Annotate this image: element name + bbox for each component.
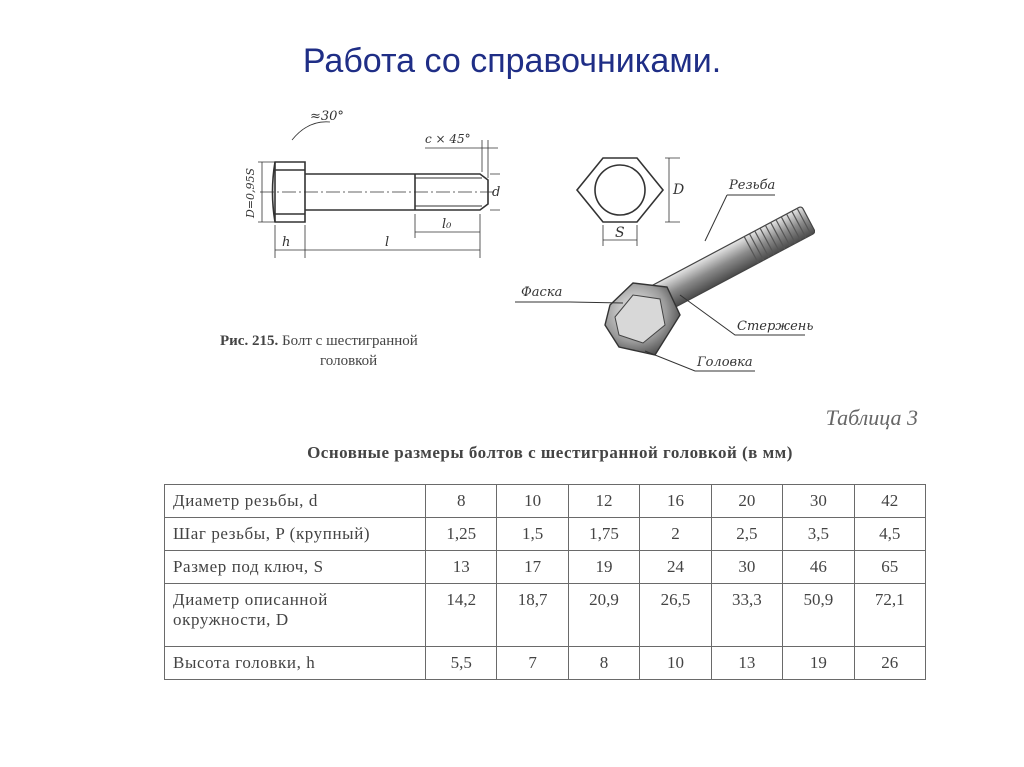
bolt-front-view-drawing: [230, 100, 500, 270]
table-row: [165, 551, 926, 584]
dim-angle-label: ≈30°: [310, 109, 344, 124]
table-cell: 10: [640, 647, 711, 680]
dim-head-width-label: D=0,95S: [244, 167, 257, 218]
table-cell: 19: [783, 647, 854, 680]
dim-l-label: l: [385, 235, 390, 250]
table-cell: 17: [497, 551, 568, 584]
table-cell: 26,5: [640, 584, 711, 647]
row-label: Диаметр описанной окружности, D: [165, 584, 426, 647]
figure-caption: [220, 331, 520, 371]
table-cell: 10: [497, 485, 568, 518]
figure-number: Рис. 215.: [220, 333, 279, 349]
table-cell: 33,3: [711, 584, 782, 647]
table-row: [165, 584, 926, 647]
table-row: [165, 485, 926, 518]
table-number: Таблица 3: [825, 405, 918, 430]
table-cell: 1,75: [568, 518, 639, 551]
table-cell: 8: [568, 647, 639, 680]
table-cell: 13: [426, 551, 497, 584]
callout-thread: Резьба: [729, 178, 776, 193]
row-label: Диаметр резьбы, d: [165, 485, 426, 518]
callout-shank: Стержень: [737, 319, 814, 334]
table-cell: 19: [568, 551, 639, 584]
dim-h-label: h: [282, 235, 291, 250]
dim-chamfer-label: c × 45°: [425, 132, 471, 146]
callout-chamfer: Фаска: [521, 285, 563, 300]
table-cell: 14,2: [426, 584, 497, 647]
row-label: Размер под ключ, S: [165, 551, 426, 584]
table-cell: 3,5: [783, 518, 854, 551]
table-cell: 12: [568, 485, 639, 518]
table-cell: 13: [711, 647, 782, 680]
table-cell: 72,1: [854, 584, 925, 647]
row-label: Высота головки, h: [165, 647, 426, 680]
table-cell: 42: [854, 485, 925, 518]
table-cell: 30: [711, 551, 782, 584]
table-row: [165, 647, 926, 680]
table-cell: 20: [711, 485, 782, 518]
table-cell: 26: [854, 647, 925, 680]
dim-d-label: d: [492, 185, 500, 200]
dim-l0-label: l₀: [442, 217, 452, 232]
table-cell: 20,9: [568, 584, 639, 647]
table-cell: 8: [426, 485, 497, 518]
table-cell: 7: [497, 647, 568, 680]
table-cell: 65: [854, 551, 925, 584]
table-cell: 5,5: [426, 647, 497, 680]
table-cell: 50,9: [783, 584, 854, 647]
figure-caption-line1: Болт с шестигранной: [281, 333, 418, 349]
scanned-page: [160, 95, 930, 735]
table-cell: 18,7: [497, 584, 568, 647]
row-label: Шаг резьбы, P (крупный): [165, 518, 426, 551]
dim-D-label: D: [673, 182, 685, 198]
table-cell: 4,5: [854, 518, 925, 551]
bolt-dimensions-table: [164, 484, 926, 680]
slide-title: Работа со справочниками.: [302, 42, 722, 80]
table-title: Основные размеры болтов с шестигранной головкой (в мм): [307, 443, 793, 462]
table-cell: 2: [640, 518, 711, 551]
table-cell: 16: [640, 485, 711, 518]
table-cell: 46: [783, 551, 854, 584]
figure-caption-line2: головкой: [320, 353, 378, 369]
callout-head: Головка: [697, 355, 753, 370]
bolt-3d-illustration: [515, 165, 815, 395]
table-cell: 1,5: [497, 518, 568, 551]
table-cell: 1,25: [426, 518, 497, 551]
table-cell: 30: [783, 485, 854, 518]
table-row: [165, 518, 926, 551]
dim-S-label: S: [615, 225, 625, 241]
table-cell: 24: [640, 551, 711, 584]
table-cell: 2,5: [711, 518, 782, 551]
